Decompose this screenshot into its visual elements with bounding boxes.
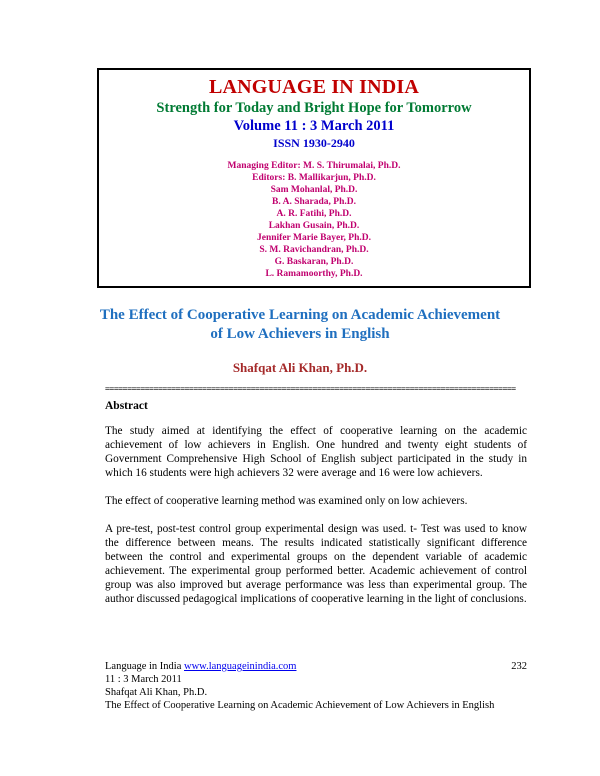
editor-line: Jennifer Marie Bayer, Ph.D. [257,233,371,243]
journal-header-box [97,68,531,288]
article-title-line: of Low Achievers in English [210,326,390,342]
separator-rule: ============================================================================================= [105,384,516,393]
volume-info: Volume 11 : 3 March 2011 [233,118,395,134]
abstract-paragraph: The effect of cooperative learning method was examined only on low achievers. [105,495,468,507]
editor-line: Lakhan Gusain, Ph.D. [268,221,360,231]
article-title [60,306,540,344]
issn: ISSN 1930-2940 [273,136,355,150]
page-number: 232 [511,661,527,672]
journal-tagline: Strength for Today and Bright Hope for Tomorrow [156,100,472,116]
footer-first-line [105,660,527,673]
editor-line: Sam Mohanlal, Ph.D. [270,185,358,195]
editor-line: Editors: B. Mallikarjun, Ph.D. [252,173,376,183]
abstract-paragraph: A pre-test, post-test control group experimental design was used. t- Test was used to know the difference between means. The results indicated statistically significant difference between the control and experimental groups on the dependent variable of academic achievement. The experimental group performed better. Academic achievement of control group was also improved but average performance was less than experimental group. The author discussed pedagogical implications of cooperative learning in the light of conclusions. [105,523,527,605]
footer-issue: 11 : 3 March 2011 [105,674,182,685]
footer-title: The Effect of Cooperative Learning on Academic Achievement of Low Achievers in English [105,700,495,711]
article-title-line: The Effect of Cooperative Learning on Academic Achievement [99,307,501,323]
abstract-paragraph: The study aimed at identifying the effect of cooperative learning on the academic achievement of low achievers in English. One hundred and twenty eight students of Government Comprehensive High School of English subject participated in the study in which 16 students were high achievers 32 were average and 16 were low achievers. [105,425,527,479]
abstract-heading: Abstract [105,400,148,412]
editor-line: Managing Editor: M. S. Thirumalai, Ph.D. [227,161,401,171]
article-author: Shafqat Ali Khan, Ph.D. [232,360,368,375]
editor-line: L. Ramamoorthy, Ph.D. [265,269,363,279]
page-footer [105,660,527,712]
editor-line: B. A. Sharada, Ph.D. [272,197,356,207]
editor-line: G. Baskaran, Ph.D. [274,257,354,267]
footer-journal [105,660,296,673]
footer-journal-name: Language in India [105,661,185,672]
footer-author: Shafqat Ali Khan, Ph.D. [105,687,208,698]
editor-line: S. M. Ravichandran, Ph.D. [259,245,369,255]
journal-website-link[interactable]: www.languageinindia.com [184,661,297,672]
editor-line: A. R. Fatihi, Ph.D. [276,209,352,219]
journal-title: LANGUAGE IN INDIA [208,76,420,98]
editor-list [99,160,529,280]
